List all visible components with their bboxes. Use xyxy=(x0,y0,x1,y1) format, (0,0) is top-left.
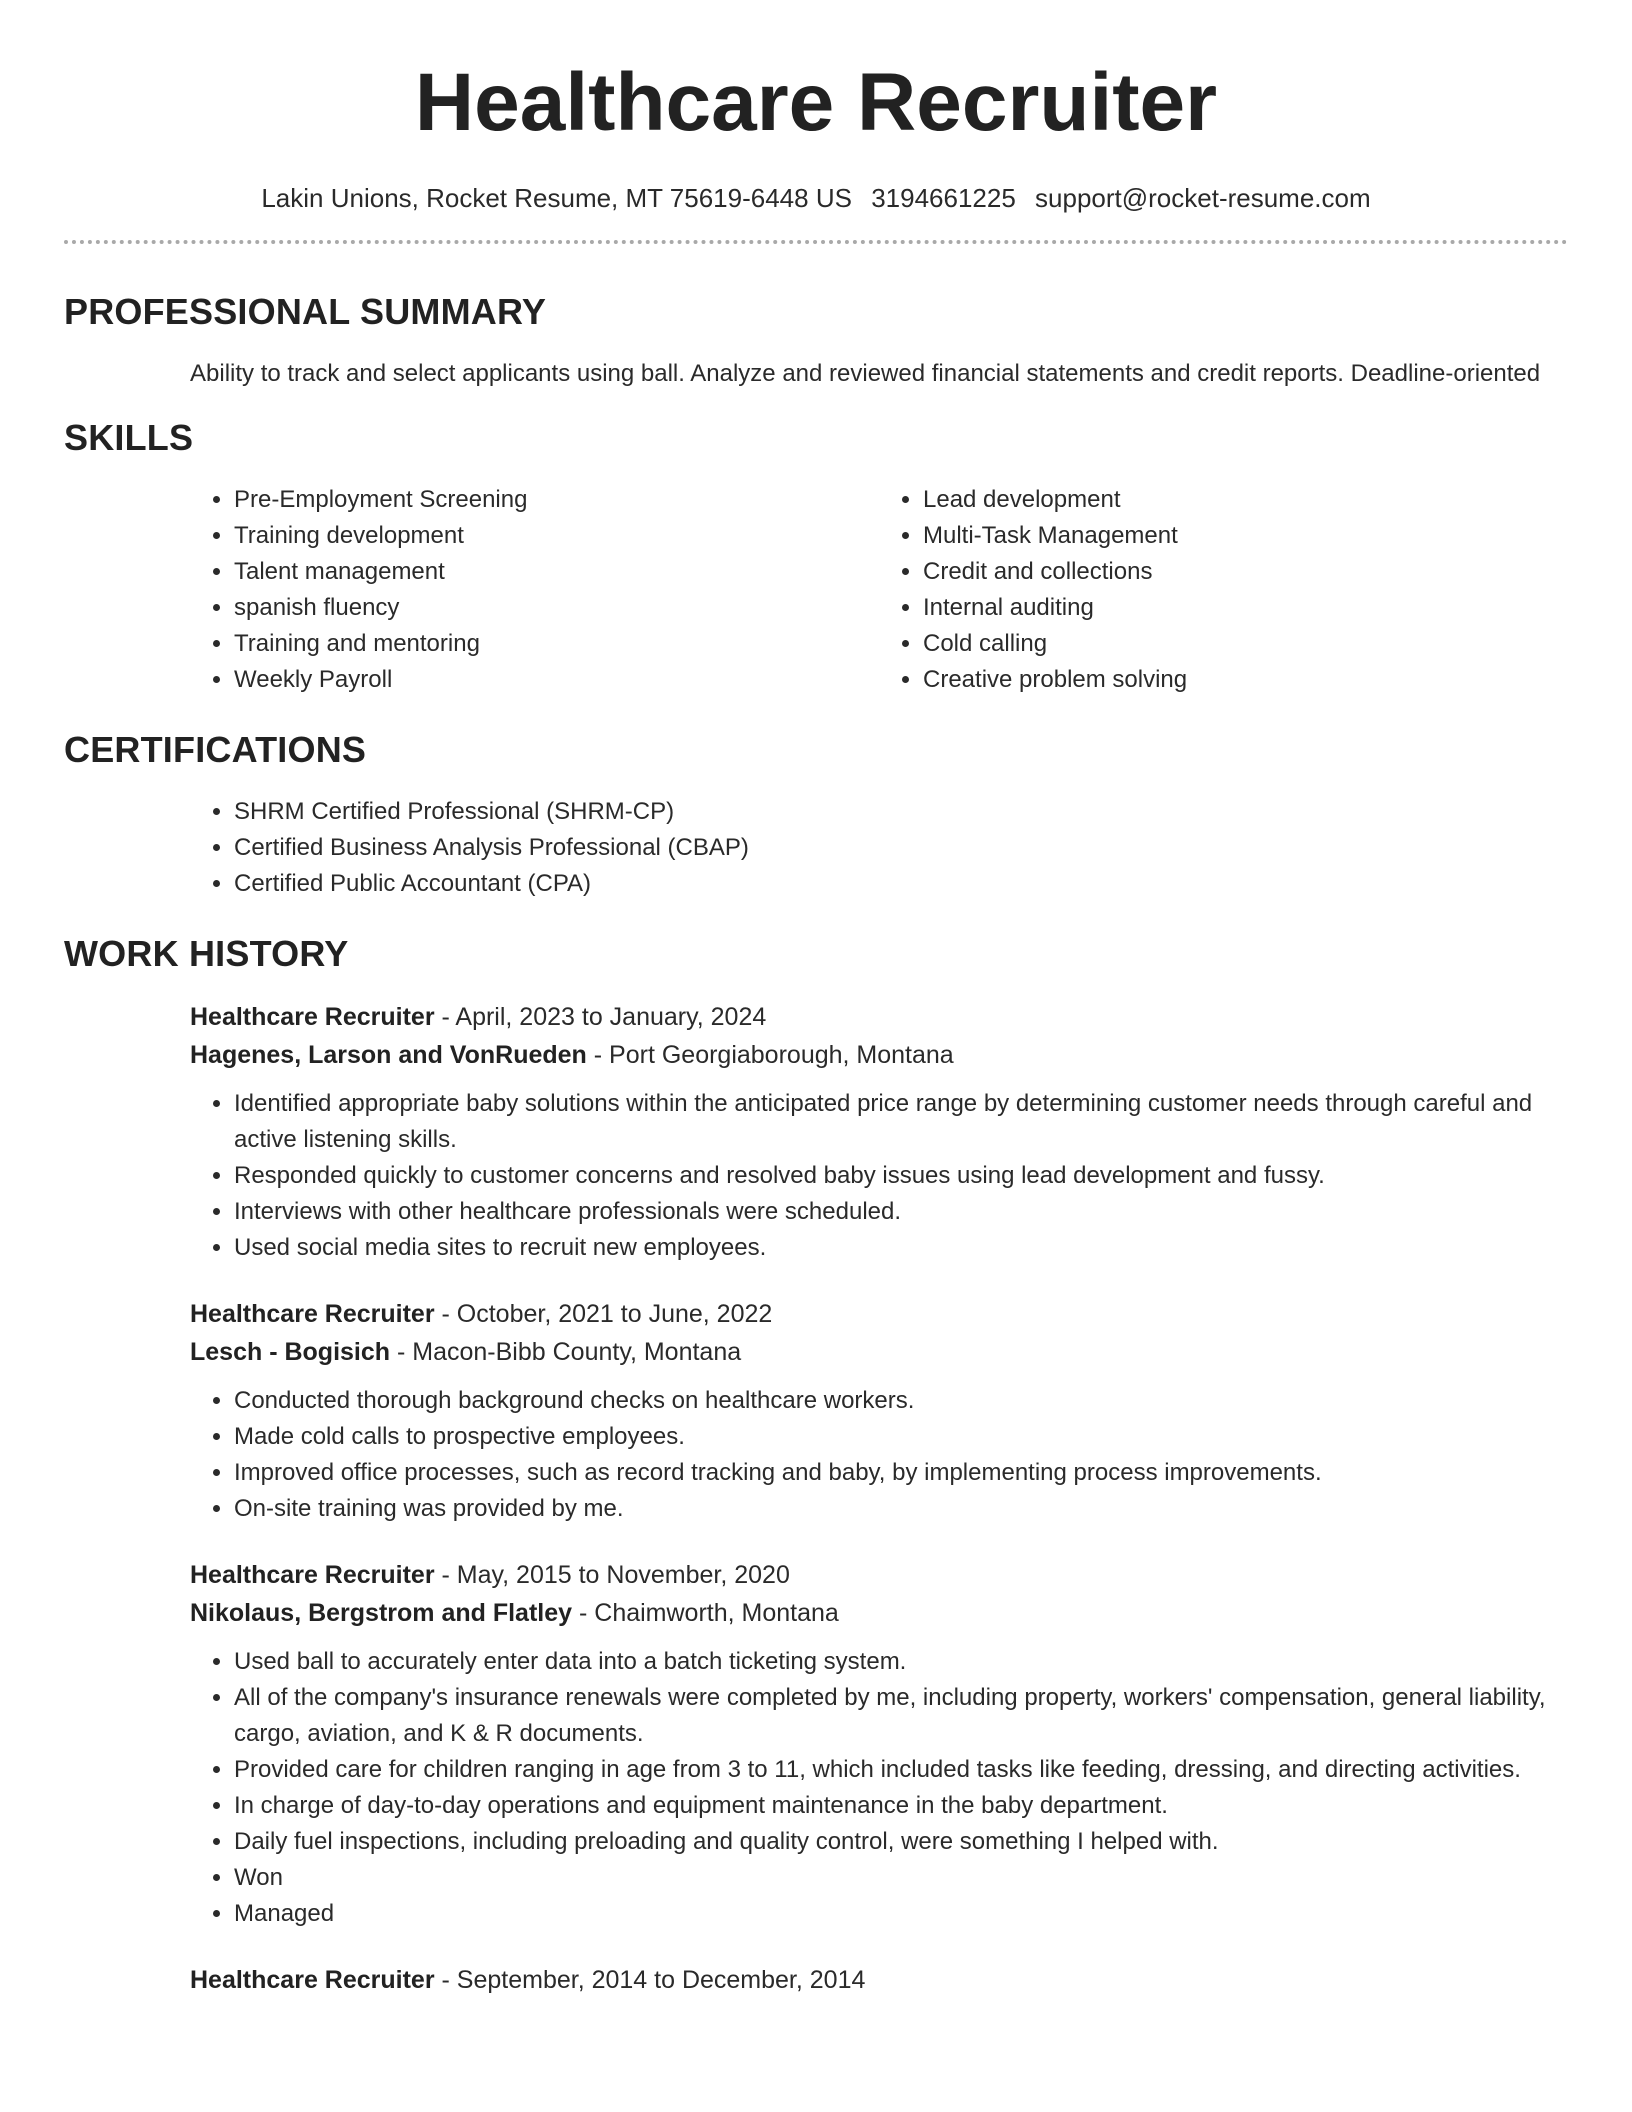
contact-line xyxy=(64,183,1568,214)
job-bullet: • All of the company's insurance renewals were completed by me, including property, workers' compensation, general liability, cargo, aviation, and K & R documents. xyxy=(234,1680,1568,1752)
job-bullet: • Used ball to accurately enter data into a batch ticketing system. xyxy=(234,1644,1568,1680)
job-bullet: • In charge of day-to-day operations and equipment maintenance in the baby department. xyxy=(234,1788,1568,1824)
job-company: Lesch - Bogisich xyxy=(190,1338,391,1366)
certification-item: • SHRM Certified Professional (SHRM-CP) xyxy=(234,794,1568,830)
job-company-line: Nikolaus, Bergstrom and Flatley - Chaimworth, Montana xyxy=(190,1599,839,1627)
job-bullet: • Daily fuel inspections, including preloading and quality control, were something I helped with. xyxy=(234,1824,1568,1860)
job-company: Hagenes, Larson and VonRueden xyxy=(190,1041,587,1069)
skill-item: • Training development xyxy=(234,518,879,554)
job-location: Port Georgiaborough, Montana xyxy=(609,1041,954,1069)
job-title-line: Healthcare Recruiter - September, 2014 to December, 2014 xyxy=(190,1966,866,1994)
skill-item: • spanish fluency xyxy=(234,590,879,626)
skills-list-left xyxy=(190,482,879,698)
certifications-heading: CERTIFICATIONS xyxy=(64,729,367,770)
job-title-line: Healthcare Recruiter - April, 2023 to January, 2024 xyxy=(190,1003,767,1031)
job-dates: May, 2015 to November, 2020 xyxy=(456,1561,790,1589)
job-bullets xyxy=(190,1086,1568,1266)
summary-text: Ability to track and select applicants using ball. Analyze and reviewed financial statements and credit reports. Deadline-oriented xyxy=(190,360,1541,387)
job-entry xyxy=(190,1556,1568,1932)
header-divider xyxy=(64,240,1568,244)
job-dates: October, 2021 to June, 2022 xyxy=(456,1300,773,1328)
skill-item: • Training and mentoring xyxy=(234,626,879,662)
job-entry xyxy=(190,998,1568,1266)
certifications-list xyxy=(190,794,1568,902)
certifications-section xyxy=(190,794,1568,902)
skills-grid xyxy=(190,482,1568,698)
job-bullet: • Used social media sites to recruit new employees. xyxy=(234,1230,1568,1266)
job-bullets xyxy=(190,1383,1568,1527)
skill-item: • Internal auditing xyxy=(923,590,1568,626)
skill-item: • Talent management xyxy=(234,554,879,590)
job-bullet: • Improved office processes, such as record tracking and baby, by implementing process improvements. xyxy=(234,1455,1568,1491)
job-company-line: Lesch - Bogisich - Macon-Bibb County, Montana xyxy=(190,1338,742,1366)
skill-item: • Creative problem solving xyxy=(923,662,1568,698)
job-company-line: Hagenes, Larson and VonRueden - Port Georgiaborough, Montana xyxy=(190,1041,954,1069)
job-dates: September, 2014 to December, 2014 xyxy=(456,1966,866,1994)
job-role: Healthcare Recruiter xyxy=(190,1003,435,1031)
job-company: Nikolaus, Bergstrom and Flatley xyxy=(190,1599,573,1627)
job-title-line: Healthcare Recruiter - May, 2015 to November, 2020 xyxy=(190,1561,790,1589)
job-dates: April, 2023 to January, 2024 xyxy=(455,1003,767,1031)
contact-email: support@rocket-resume.com xyxy=(1035,183,1371,213)
job-location: Macon-Bibb County, Montana xyxy=(412,1338,742,1366)
job-bullet: • On-site training was provided by me. xyxy=(234,1491,1568,1527)
skill-item: • Pre-Employment Screening xyxy=(234,482,879,518)
certification-item: • Certified Business Analysis Professional (CBAP) xyxy=(234,830,1568,866)
resume-name: Healthcare Recruiter xyxy=(414,57,1218,148)
job-bullet: • Responded quickly to customer concerns and resolved baby issues using lead development and fussy. xyxy=(234,1158,1568,1194)
job-location: Chaimworth, Montana xyxy=(594,1599,839,1627)
skill-item: • Credit and collections xyxy=(923,554,1568,590)
contact-phone: 3194661225 xyxy=(871,183,1016,213)
summary-heading: PROFESSIONAL SUMMARY xyxy=(64,291,547,332)
skill-item: • Multi-Task Management xyxy=(923,518,1568,554)
job-bullets xyxy=(190,1644,1568,1932)
job-role: Healthcare Recruiter xyxy=(190,1561,435,1589)
skills-list-right xyxy=(879,482,1568,698)
resume-page xyxy=(64,0,1568,1999)
job-entry xyxy=(190,1961,1568,1999)
job-title-line: Healthcare Recruiter - October, 2021 to June, 2022 xyxy=(190,1300,773,1328)
job-bullet: • Provided care for children ranging in age from 3 to 11, which included tasks like feeding, dressing, and directing activities. xyxy=(234,1752,1568,1788)
job-role: Healthcare Recruiter xyxy=(190,1300,435,1328)
skills-section xyxy=(190,482,1568,698)
summary-section xyxy=(190,356,1568,392)
skill-item: • Weekly Payroll xyxy=(234,662,879,698)
contact-address: Lakin Unions, Rocket Resume, MT 75619-6448 US xyxy=(261,183,852,213)
skill-item: • Lead development xyxy=(923,482,1568,518)
skill-item: • Cold calling xyxy=(923,626,1568,662)
job-bullet: • Identified appropriate baby solutions within the anticipated price range by determining customer needs through careful and active listening skills. xyxy=(234,1086,1568,1158)
job-bullet: • Conducted thorough background checks on healthcare workers. xyxy=(234,1383,1568,1419)
work-history-heading: WORK HISTORY xyxy=(64,933,349,974)
job-bullet: • Made cold calls to prospective employees. xyxy=(234,1419,1568,1455)
job-role: Healthcare Recruiter xyxy=(190,1966,435,1994)
job-bullet: • Managed xyxy=(234,1896,1568,1932)
certification-item: • Certified Public Accountant (CPA) xyxy=(234,866,1568,902)
job-bullet: • Interviews with other healthcare professionals were scheduled. xyxy=(234,1194,1568,1230)
skills-heading: SKILLS xyxy=(64,417,194,458)
job-entry xyxy=(190,1295,1568,1527)
job-bullet: • Won xyxy=(234,1860,1568,1896)
